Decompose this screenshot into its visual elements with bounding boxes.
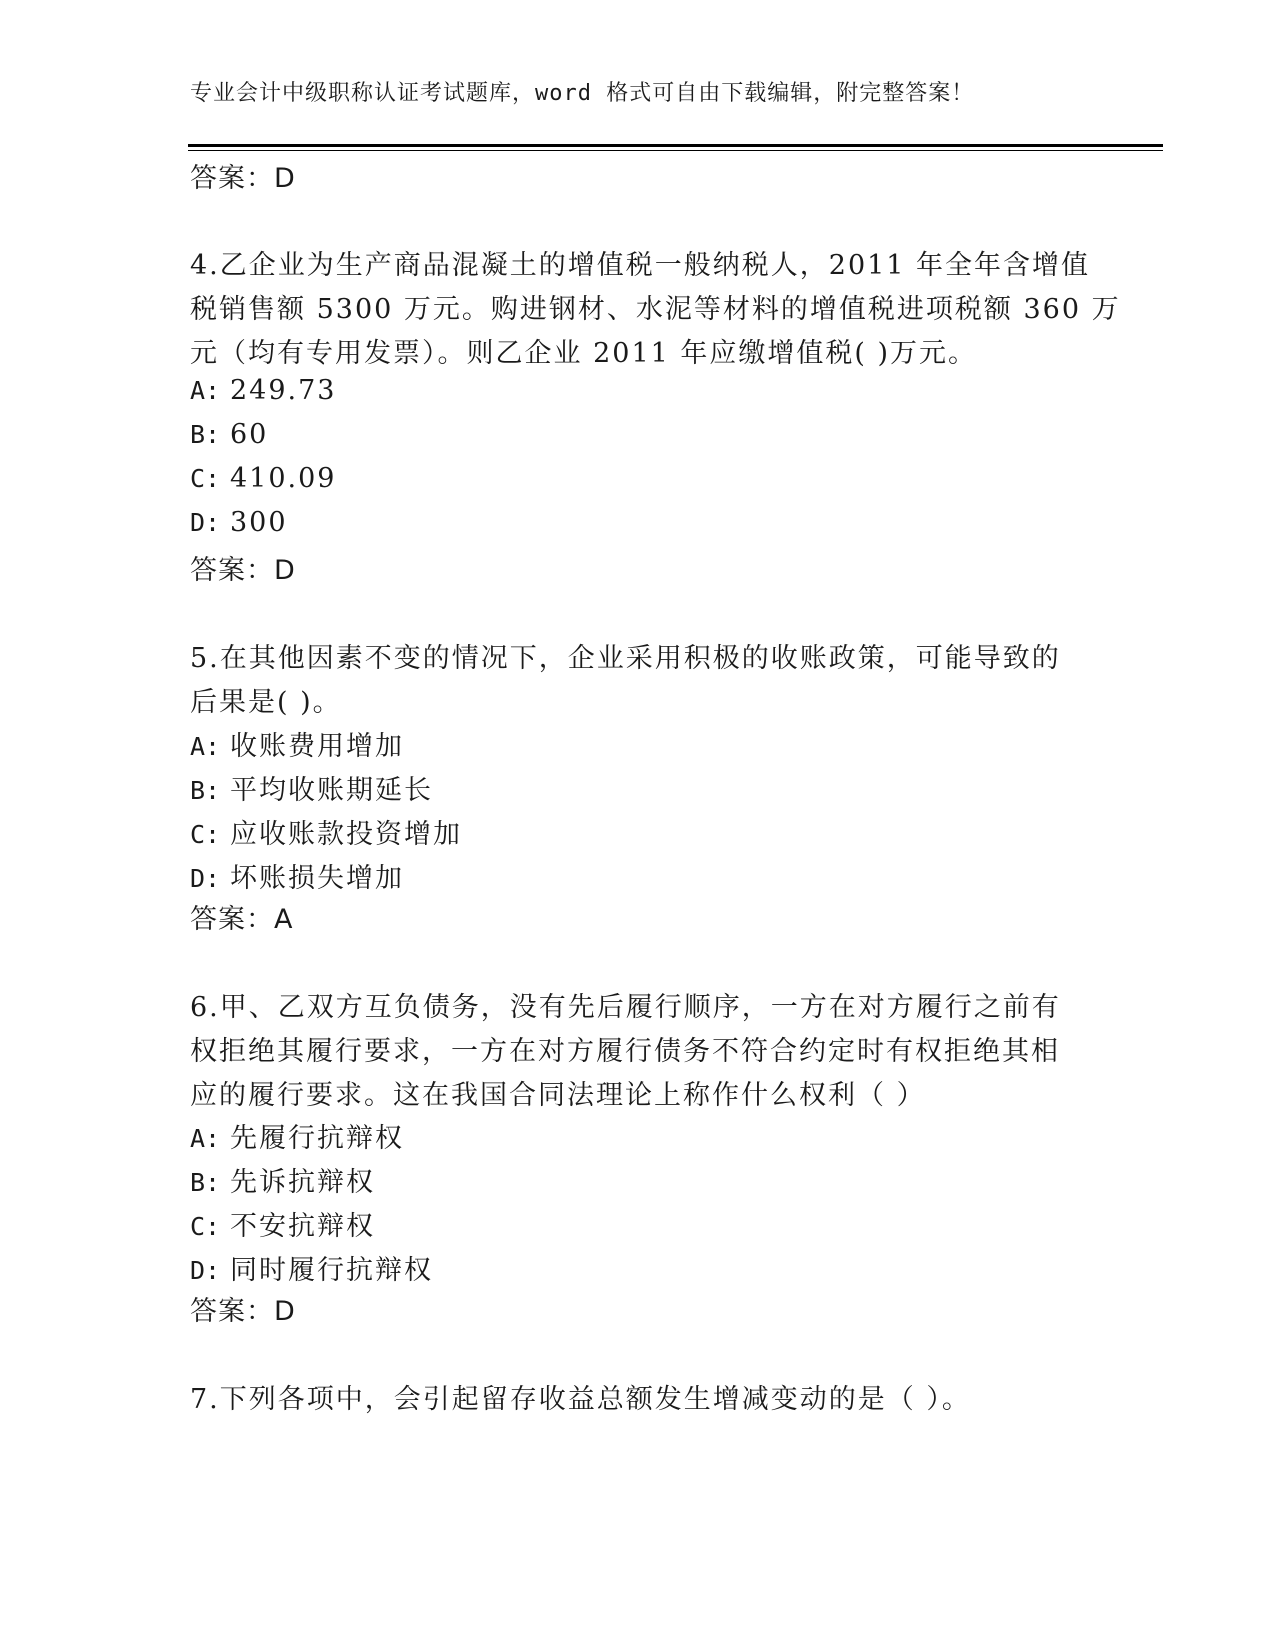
- answer-line: 答案：D: [190, 163, 296, 194]
- page-header: 专业会计中级职称认证考试题库，word 格式可自由下载编辑，附完整答案！: [190, 81, 975, 106]
- option-text: 410.09: [230, 463, 337, 494]
- question-6-option-c: [190, 1204, 375, 1243]
- option-letter: D:: [190, 864, 221, 893]
- option-letter: B:: [190, 1168, 221, 1197]
- option-text: 先诉抗辩权: [230, 1167, 375, 1198]
- question-5-line-1: 5.在其他因素不变的情况下，企业采用积极的收账政策，可能导致的: [190, 643, 1061, 674]
- option-letter: A:: [190, 376, 221, 405]
- header-rule-thick: [188, 144, 1163, 147]
- option-text: 300: [230, 507, 288, 538]
- question-6-line-1: 6.甲、乙双方互负债务，没有先后履行顺序，一方在对方履行之前有: [190, 992, 1061, 1023]
- question-4-option-b: [190, 419, 268, 450]
- option-text: 60: [230, 419, 269, 450]
- option-letter: D:: [190, 1256, 221, 1285]
- question-6-option-d: [190, 1248, 433, 1287]
- question-4-line-3: 元（均有专用发票）。则乙企业 2011 年应缴增值税( )万元。: [190, 338, 978, 369]
- question-4-option-a: [190, 375, 336, 406]
- option-text: 249.73: [230, 375, 337, 406]
- question-5-answer: 答案：A: [190, 904, 294, 935]
- option-letter: B:: [190, 776, 221, 805]
- option-text: 收账费用增加: [230, 731, 404, 762]
- question-5-option-a: [190, 724, 404, 763]
- question-6-option-b: [190, 1160, 375, 1199]
- question-5-line-2: 后果是( )。: [190, 687, 342, 718]
- question-4-line-2: 税销售额 5300 万元。购进钢材、水泥等材料的增值税进项税额 360 万: [190, 294, 1121, 325]
- option-text: 坏账损失增加: [230, 863, 404, 894]
- header-rule-thin: [188, 150, 1163, 151]
- question-4-option-d: [190, 507, 288, 538]
- option-letter: C:: [190, 464, 221, 493]
- question-4-answer: 答案：D: [190, 555, 296, 586]
- option-text: 先履行抗辩权: [230, 1123, 404, 1154]
- option-text: 平均收账期延长: [230, 775, 433, 806]
- option-text: 同时履行抗辩权: [230, 1255, 433, 1286]
- option-text: 不安抗辩权: [230, 1211, 375, 1242]
- question-5-option-c: [190, 812, 462, 851]
- question-4-option-c: [190, 463, 336, 494]
- question-7-line-1: 7.下列各项中，会引起留存收益总额发生增减变动的是（ ）。: [190, 1384, 971, 1415]
- question-6-line-3: 应的履行要求。这在我国合同法理论上称作什么权利（ ）: [190, 1080, 926, 1111]
- question-5-option-d: [190, 856, 404, 895]
- option-letter: B:: [190, 420, 221, 449]
- option-letter: C:: [190, 1212, 221, 1241]
- option-letter: A:: [190, 1124, 221, 1153]
- option-letter: A:: [190, 732, 221, 761]
- question-5-option-b: [190, 768, 433, 807]
- question-6-line-2: 权拒绝其履行要求，一方在对方履行债务不符合约定时有权拒绝其相: [190, 1036, 1060, 1067]
- option-letter: D:: [190, 508, 221, 537]
- option-text: 应收账款投资增加: [230, 819, 462, 850]
- question-6-answer: 答案：D: [190, 1296, 296, 1327]
- question-4-line-1: 4.乙企业为生产商品混凝土的增值税一般纳税人，2011 年全年含增值: [190, 250, 1091, 281]
- option-letter: C:: [190, 820, 221, 849]
- question-6-option-a: [190, 1116, 404, 1155]
